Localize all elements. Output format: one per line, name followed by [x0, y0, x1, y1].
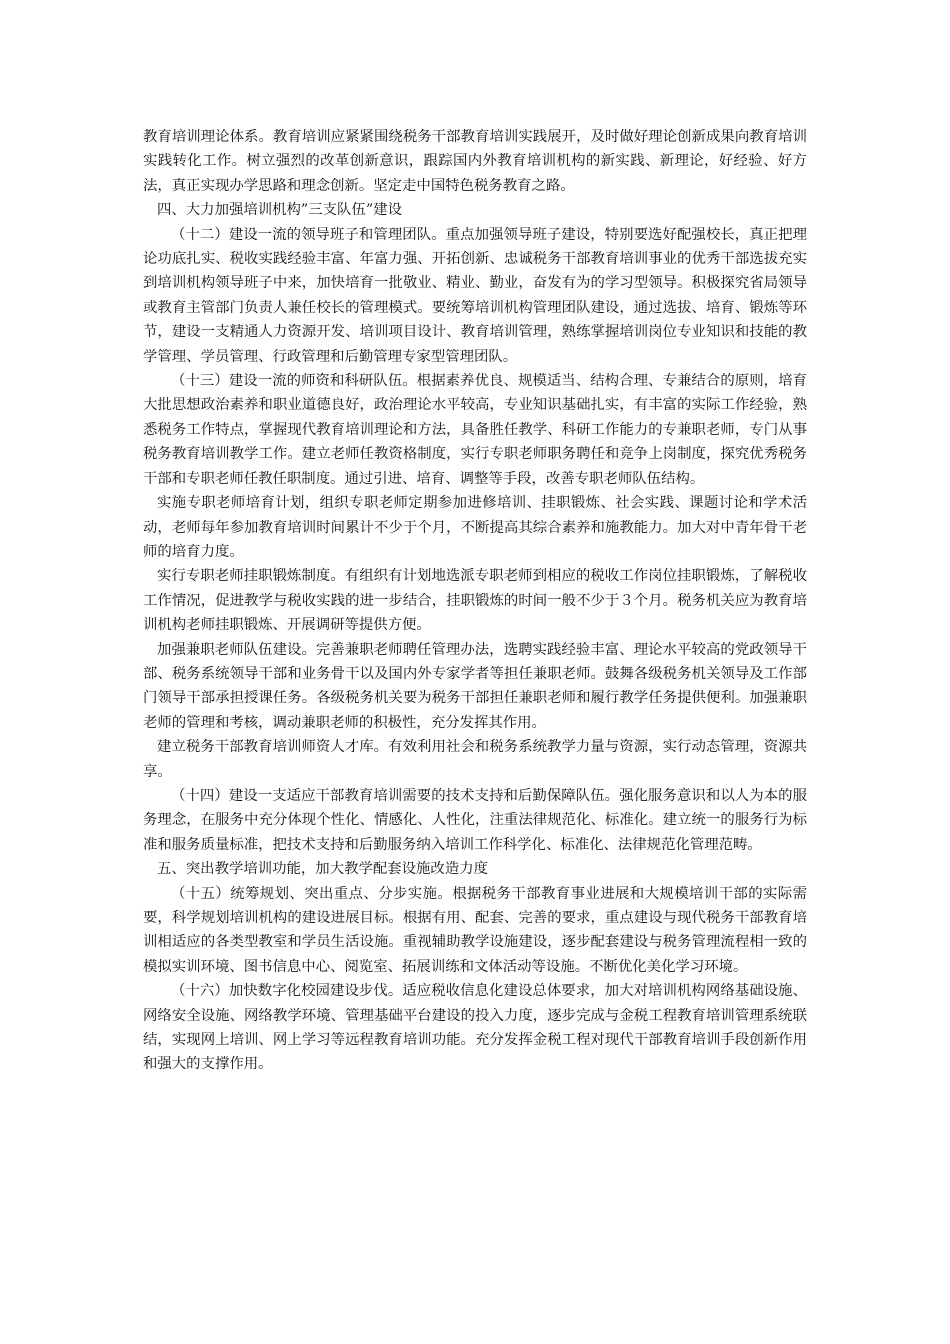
paragraph-twelve: （十二）建设一流的领导班子和管理团队。重点加强领导班子建设，特别要选好配强校长，真正把理论功底扎实、税收实践经验丰富、年富力强、开拓创新、忠诚税务干部教育培训事业的优秀干部选拔充实到培训机构领导班子中来，加快培育一批敬业、精业、勤业，奋发有为的学习型领导。积极探究省局领导或教育主管部门负责人兼任校长的管理模式。要统筹培训机构管理团队建设，通过选拔、培育、锻炼等环节，建设一支精通人力资源开发、培训项目设计、教育培训管理，熟练掌握培训岗位专业知识和技能的教学管理、学员管理、行政管理和后勤管理专家型管理团队。	[143, 226, 807, 365]
paragraph-thirteen: （十三）建设一流的师资和科研队伍。根据素养优良、规模适当、结构合理、专兼结合的原则，培育大批思想政治素养和职业道德良好，政治理论水平较高，专业知识基础扎实，有丰富的实际工作经验，熟悉税务工作特点，掌握现代教育培训理论和方法，具备胜任教学、科研工作能力的专兼职老师，专门从事税务教育培训教学工作。建立老师任教资格制度，实行专职老师职务聘任和竞争上岗制度，探究优秀税务干部和专职老师任教任职制度。通过引进、培育、调整等手段，改善专职老师队伍结构。	[143, 373, 807, 487]
section-heading-four: 四、大力加强培训机构”三支队伍”建设	[157, 202, 402, 219]
paragraph-teacher-training-plan: 实施专职老师培育计划，组织专职老师定期参加进修培训、挂职锻炼、社会实践、课题讨论和学术活动，老师每年参加教育培训时间累计不少于个月，不断提高其综合素养和施教能力。加大对中青年骨干老师的培育力度。	[143, 495, 807, 560]
paragraph-part-time-teachers: 加强兼职老师队伍建设。完善兼职老师聘任管理办法，选聘实践经验丰富、理论水平较高的党政领导干部、税务系统领导干部和业务骨干以及国内外专家学者等担任兼职老师。鼓舞各级税务机关领导及工作部门领导干部承担授课任务。各级税务机关要为税务干部担任兼职老师和履行教学任务提供便利。加强兼职老师的管理和考核，调动兼职老师的积极性，充分发挥其作用。	[143, 641, 807, 731]
paragraph-sixteen: （十六）加快数字化校园建设步伐。适应税收信息化建设总体要求，加大对培训机构网络基础设施、网络安全设施、网络教学环境、管理基础平台建设的投入力度，逐步完成与金税工程教育培训管理系统联结，实现网上培训、网上学习等远程教育培训功能。充分发挥金税工程对现代干部教育培训手段创新作用和强大的支撑作用。	[143, 983, 807, 1073]
document-page	[143, 125, 807, 1077]
paragraph-theory-system: 教育培训理论体系。教育培训应紧紧围绕税务干部教育培训实践展开，及时做好理论创新成果向教育培训实践转化工作。树立强烈的改革创新意识，跟踪国内外教育培训机构的新实践、新理论，好经验、好方法，真正实现办学思路和理念创新。坚定走中国特色税务教育之路。	[143, 129, 807, 194]
paragraph-talent-pool: 建立税务干部教育培训师资人才库。有效利用社会和税务系统教学力量与资源，实行动态管理，资源共享。	[143, 739, 807, 780]
paragraph-fourteen: （十四）建设一支适应干部教育培训需要的技术支持和后勤保障队伍。强化服务意识和以人为本的服务理念，在服务中充分体现个性化、情感化、人性化，注重法律规范化、标准化。建立统一的服务行为标准和服务质量标准，把技术支持和后勤服务纳入培训工作科学化、标准化、法律规范化管理范畴。	[143, 787, 807, 853]
paragraph-fifteen: （十五）统筹规划、突出重点、分步实施。根据税务干部教育事业进展和大规模培训干部的实际需要，科学规划培训机构的建设进展目标。根据有用、配套、完善的要求，重点建设与现代税务干部教育培训相适应的各类型教室和学员生活设施。重视辅助教学设施建设，逐步配套建设与税务管理流程相一致的模拟实训环境、图书信息中心、阅览室、拓展训练和文体活动等设施。不断优化美化学习环境。	[143, 885, 807, 975]
section-heading-five: 五、突出教学培训功能，加大教学配套设施改造力度	[157, 861, 488, 878]
paragraph-teacher-secondment: 实行专职老师挂职锻炼制度。有组织有计划地选派专职老师到相应的税收工作岗位挂职锻炼，了解税收工作情况，促进教学与税收实践的进一步结合，挂职锻炼的时间一般不少于３个月。税务机关应为教育培训机构老师挂职锻炼、开展调研等提供方便。	[143, 568, 807, 634]
